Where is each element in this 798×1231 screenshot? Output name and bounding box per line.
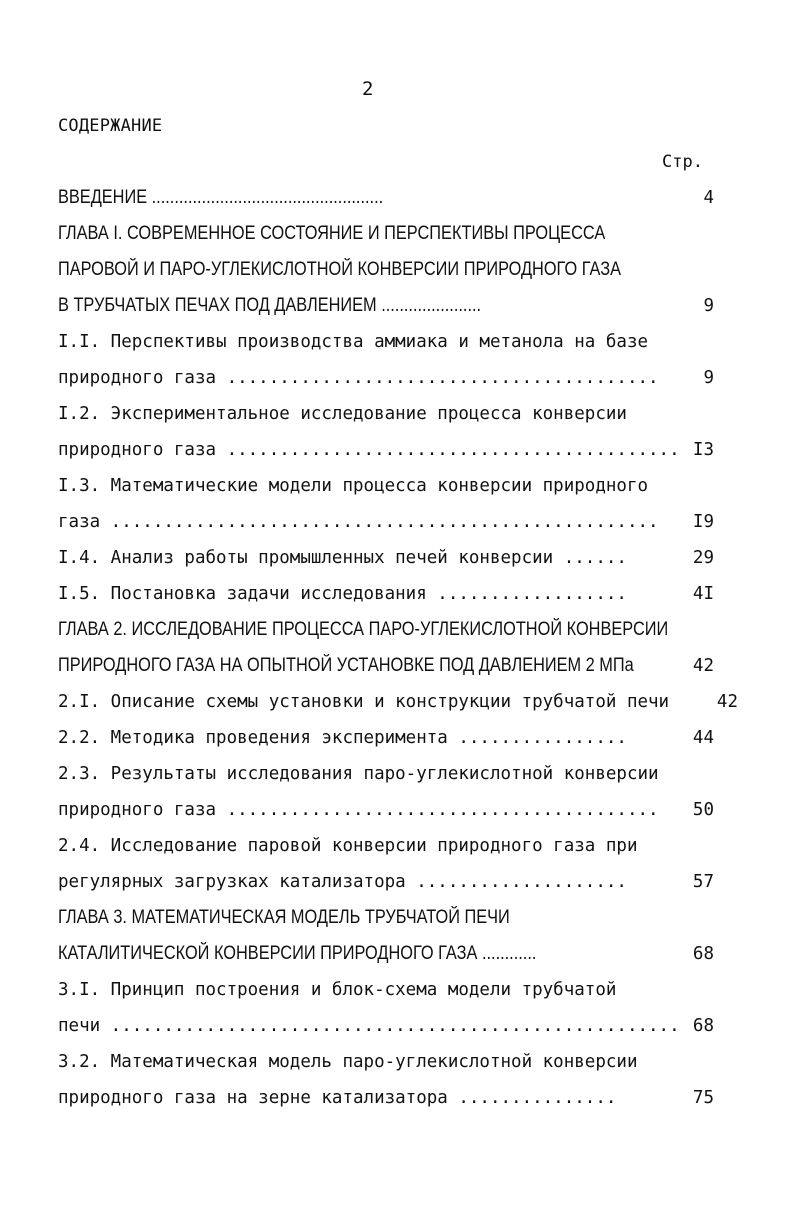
toc-entry bbox=[58, 942, 738, 978]
toc-entry bbox=[58, 726, 738, 762]
toc-entry-text: 3.I. Принцип построения и блок-схема модели трубчатой bbox=[58, 980, 617, 1000]
toc-entry-text: 2.3. Результаты исследования паро-углекислотной конверсии bbox=[58, 764, 659, 784]
toc-entry bbox=[58, 582, 738, 618]
toc-entry-text: I.I. Перспективы производства аммиака и метанола на базе bbox=[58, 332, 649, 352]
toc-entry-page: I3 bbox=[692, 440, 714, 460]
toc-entry bbox=[58, 1050, 738, 1086]
toc-entry-text: природного газа на зерне катализатора ............... bbox=[58, 1088, 617, 1108]
toc-entry-text: В ТРУБЧАТЫХ ПЕЧАХ ПОД ДАВЛЕНИЕМ ...................... bbox=[58, 295, 482, 316]
toc-entry bbox=[58, 402, 738, 438]
toc-entry-text: природного газа ......................................... bbox=[58, 368, 659, 388]
toc-entry-text: ГЛАВА 2. ИССЛЕДОВАНИЕ ПРОЦЕССА ПАРО-УГЛЕКИСЛОТНОЙ КОНВЕРСИИ bbox=[58, 619, 669, 640]
toc-entry-text: печи ...................................................... bbox=[58, 1016, 680, 1036]
toc-entry-page: 9 bbox=[703, 296, 714, 316]
toc-entry bbox=[58, 762, 738, 798]
toc-entry-page: 4I bbox=[692, 584, 714, 604]
page-number: 2 bbox=[362, 78, 374, 100]
toc-entry-page: 9 bbox=[703, 368, 714, 388]
toc-entry-text: КАТАЛИТИЧЕСКОЙ КОНВЕРСИИ ПРИРОДНОГО ГАЗА ............ bbox=[58, 943, 537, 964]
toc-entry bbox=[58, 294, 738, 330]
toc-entry-page: 44 bbox=[692, 728, 714, 748]
toc-entry bbox=[58, 258, 738, 294]
toc-entry-text: 2.2. Методика проведения эксперимента ................ bbox=[58, 728, 627, 748]
toc-entry-page: 57 bbox=[692, 872, 714, 892]
toc-entry-text: 3.2. Математическая модель паро-углекислотной конверсии bbox=[58, 1052, 638, 1072]
toc-entry-text: регулярных загрузках катализатора .................... bbox=[58, 872, 627, 892]
toc-entry-text: I.3. Математические модели процесса конверсии природного bbox=[58, 476, 649, 496]
toc-entry-page: 42 bbox=[716, 692, 738, 712]
toc-entry bbox=[58, 978, 738, 1014]
toc-entry-text: I.2. Экспериментальное исследование процесса конверсии bbox=[58, 404, 627, 424]
toc-entry-text: природного газа ......................................... bbox=[58, 800, 659, 820]
toc-entry-page: I9 bbox=[692, 512, 714, 532]
table-of-contents bbox=[58, 186, 738, 1122]
toc-entry bbox=[58, 798, 738, 834]
toc-entry bbox=[58, 546, 738, 582]
toc-entry-text: ГЛАВА I. СОВРЕМЕННОЕ СОСТОЯНИЕ И ПЕРСПЕКТИВЫ ПРОЦЕССА bbox=[58, 223, 606, 244]
toc-entry-page: 50 bbox=[692, 800, 714, 820]
toc-entry bbox=[58, 690, 738, 726]
toc-entry-text: природного газа ........................................... bbox=[58, 440, 680, 460]
toc-entry bbox=[58, 906, 738, 942]
toc-entry bbox=[58, 222, 738, 258]
toc-entry bbox=[58, 654, 738, 690]
toc-entry-page: 42 bbox=[692, 656, 714, 676]
toc-entry bbox=[58, 330, 738, 366]
toc-heading: СОДЕРЖАНИЕ bbox=[58, 116, 163, 136]
toc-entry bbox=[58, 474, 738, 510]
toc-entry-page: 68 bbox=[692, 1016, 714, 1036]
toc-entry-text: ПРИРОДНОГО ГАЗА НА ОПЫТНОЙ УСТАНОВКЕ ПОД ДАВЛЕНИЕМ 2 МПа bbox=[58, 655, 634, 676]
toc-entry bbox=[58, 510, 738, 546]
toc-entry-text: газа .................................................... bbox=[58, 512, 659, 532]
toc-entry bbox=[58, 366, 738, 402]
toc-entry bbox=[58, 834, 738, 870]
page-column-label: Стр. bbox=[662, 152, 703, 172]
toc-entry-page: 29 bbox=[692, 548, 714, 568]
toc-entry-text: 2.I. Описание схемы установки и конструкции трубчатой печи bbox=[58, 692, 670, 712]
toc-entry bbox=[58, 438, 738, 474]
toc-entry-page: 68 bbox=[692, 944, 714, 964]
toc-entry-page: 4 bbox=[703, 188, 714, 208]
toc-entry bbox=[58, 186, 738, 222]
toc-entry-text: 2.4. Исследование паровой конверсии природного газа при bbox=[58, 836, 638, 856]
toc-entry bbox=[58, 1086, 738, 1122]
toc-entry-text: ВВЕДЕНИЕ ................................................... bbox=[58, 187, 384, 208]
toc-entry-page: 75 bbox=[692, 1088, 714, 1108]
toc-entry-text: I.5. Постановка задачи исследования .................. bbox=[58, 584, 627, 604]
toc-entry bbox=[58, 1014, 738, 1050]
toc-entry-text: I.4. Анализ работы промышленных печей конверсии ...... bbox=[58, 548, 627, 568]
toc-entry-text: ГЛАВА 3. МАТЕМАТИЧЕСКАЯ МОДЕЛЬ ТРУБЧАТОЙ ПЕЧИ bbox=[58, 907, 510, 928]
toc-entry bbox=[58, 618, 738, 654]
toc-entry-text: ПАРОВОЙ И ПАРО-УГЛЕКИСЛОТНОЙ КОНВЕРСИИ ПРИРОДНОГО ГАЗА bbox=[58, 259, 621, 280]
toc-entry bbox=[58, 870, 738, 906]
